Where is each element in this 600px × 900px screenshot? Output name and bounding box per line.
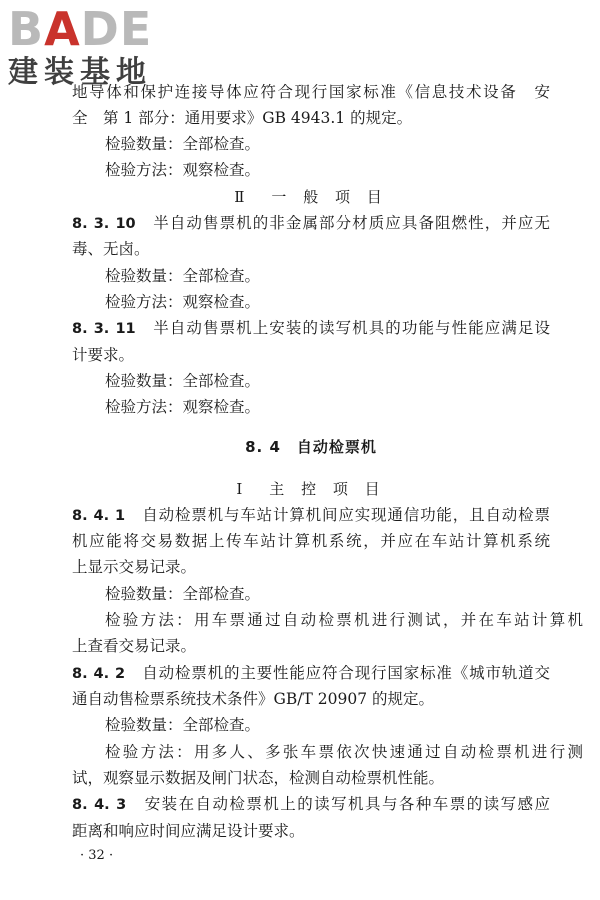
clause-number: 8. 3. 11 [72, 321, 136, 337]
text-line: 上查看交易记录。 [72, 637, 197, 655]
inspection-method: 检验方法：用多人、多张车票依次快速通过自动检票机进行测 [105, 743, 583, 761]
page-number: · 32 · [80, 848, 114, 863]
text-line: 通自动售检票系统技术条件》GB/T 20907 的规定。 [72, 690, 434, 708]
text-line: 距离和响应时间应满足设计要求。 [72, 822, 305, 840]
clause-number: 8. 4. 1 [72, 508, 126, 524]
text-line: 机应能将交易数据上传车站计算机系统，并应在车站计算机系统 [72, 532, 550, 550]
inspection-method: 检验方法：观察检查。 [105, 398, 261, 416]
text-line: 地导体和保护连接导体应符合现行国家标准《信息技术设备 安 [72, 83, 550, 101]
inspection-quantity: 检验数量：全部检查。 [105, 372, 261, 390]
text-line: 计要求。 [72, 346, 135, 364]
text-line: 全 第 1 部分：通用要求》GB 4943.1 的规定。 [72, 109, 413, 127]
section-title: 8. 4 自动检票机 [245, 438, 377, 456]
subsection-title: Ⅱ 一 般 项 目 [234, 188, 388, 206]
watermark-brand: BADE [8, 2, 153, 56]
clause-number: 8. 4. 3 [72, 797, 127, 813]
clause-number: 8. 4. 2 [72, 666, 126, 682]
clause-8-4-2: 8. 4. 2 自动检票机的主要性能应符合现行国家标准《城市轨道交 [72, 664, 550, 682]
clause-8-4-3: 8. 4. 3 安装在自动检票机上的读写机具与各种车票的读写感应 [72, 795, 550, 813]
clause-number: 8. 3. 10 [72, 216, 136, 232]
subsection-title: Ⅰ 主 控 项 目 [236, 480, 386, 498]
watermark-subtitle: 建装基地 [8, 55, 152, 90]
text-line: 毒、无卤。 [72, 240, 150, 258]
clause-8-3-11: 8. 3. 11 半自动售票机上安装的读写机具的功能与性能应满足设 [72, 319, 550, 337]
inspection-method: 检验方法：观察检查。 [105, 161, 261, 179]
clause-8-3-10: 8. 3. 10 半自动售票机的非金属部分材质应具备阻燃性，并应无 [72, 214, 550, 232]
inspection-method: 检验方法：用车票通过自动检票机进行测试，并在车站计算机 [105, 611, 583, 629]
text-line: 上显示交易记录。 [72, 558, 197, 576]
inspection-quantity: 检验数量：全部检查。 [105, 716, 261, 734]
inspection-method: 检验方法：观察检查。 [105, 293, 261, 311]
inspection-quantity: 检验数量：全部检查。 [105, 585, 261, 603]
inspection-quantity: 检验数量：全部检查。 [105, 135, 261, 153]
inspection-quantity: 检验数量：全部检查。 [105, 267, 261, 285]
clause-8-4-1: 8. 4. 1 自动检票机与车站计算机间应实现通信功能，且自动检票 [72, 506, 550, 524]
text-line: 试，观察显示数据及闸门状态，检测自动检票机性能。 [72, 769, 445, 787]
